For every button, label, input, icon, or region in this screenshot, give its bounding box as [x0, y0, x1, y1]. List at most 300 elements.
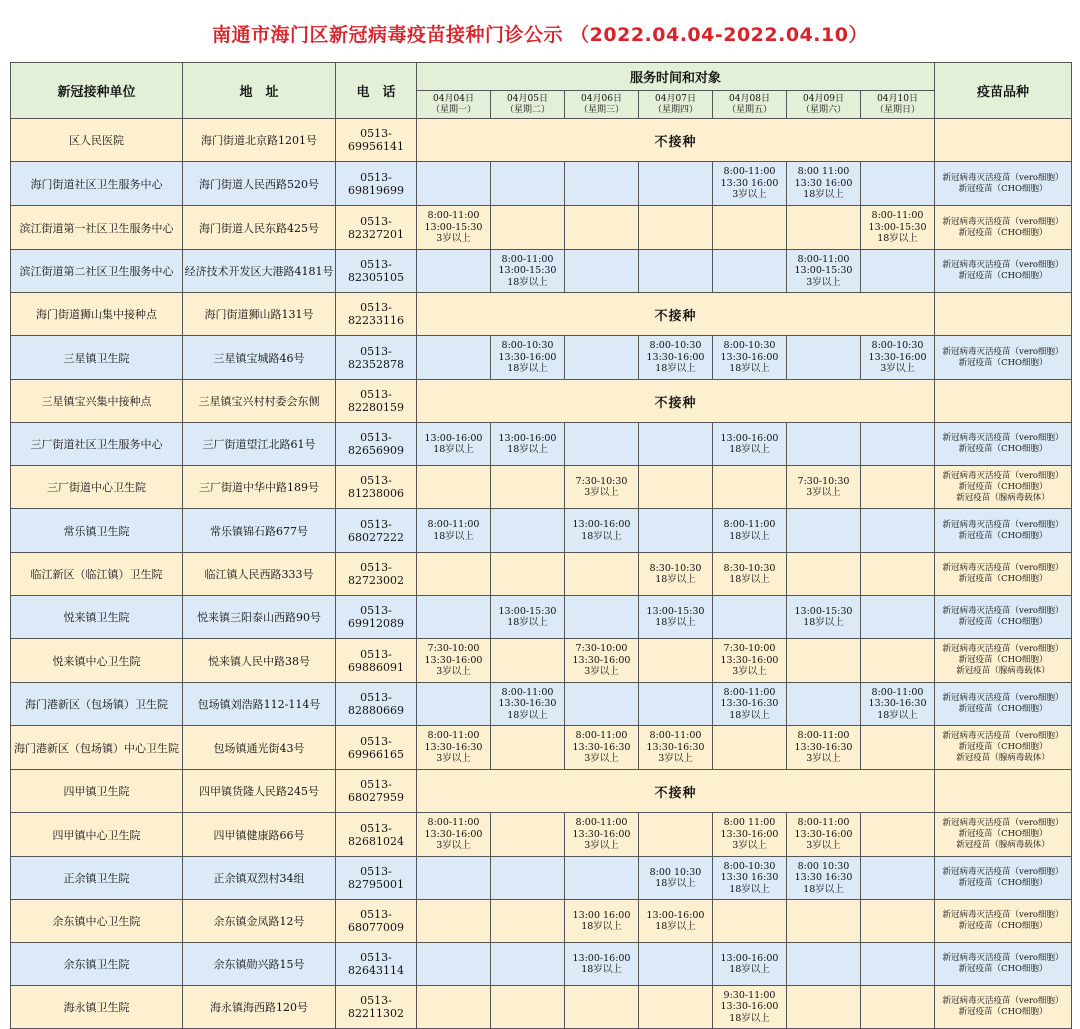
vaccine-type: 新冠病毒灭活疫苗（vero细胞） — [942, 172, 1064, 183]
no-vaccination-label: 不接种 — [417, 770, 935, 813]
table-row — [11, 986, 1072, 1029]
schedule-line: 18岁以上 — [655, 921, 696, 932]
unit-address: 海门街道狮山路131号 — [183, 293, 336, 336]
vaccine-types — [935, 943, 1072, 986]
schedule-cell — [787, 509, 861, 553]
schedule-cell — [787, 943, 861, 986]
schedule-cell — [417, 726, 491, 770]
schedule-cell — [565, 726, 639, 770]
schedule-line: 18岁以上 — [507, 444, 548, 455]
header-day — [861, 91, 935, 119]
table-row — [11, 423, 1072, 466]
schedule-line: 8:00-10:30 — [723, 860, 776, 872]
header-address: 地 址 — [183, 63, 336, 119]
schedule-cell — [417, 162, 491, 206]
header-vaccine: 疫苗品种 — [935, 63, 1072, 119]
unit-phone: 0513-68027959 — [336, 770, 417, 813]
schedule-line: 13:00-15:30 — [794, 265, 853, 277]
header-day-date: 04月06日 — [581, 93, 622, 104]
schedule-cell — [417, 943, 491, 986]
vaccine-type: 新冠疫苗（CHO细胞） — [958, 481, 1048, 492]
vaccine-types — [935, 986, 1072, 1029]
vaccine-types — [935, 293, 1072, 336]
vaccine-types — [935, 466, 1072, 509]
vaccine-type: 新冠病毒灭活疫苗（vero细胞） — [942, 644, 1064, 654]
schedule-line: 18岁以上 — [803, 617, 844, 628]
schedule-cell — [713, 639, 787, 683]
schedule-line: 3岁以上 — [584, 666, 619, 678]
schedule-line: 8:00-11:00 — [723, 519, 776, 530]
schedule-line: 8:00-11:00 — [797, 730, 850, 742]
schedule-cell — [639, 162, 713, 206]
schedule-line: 13:30-16:30 — [424, 741, 483, 753]
no-vaccination-label: 不接种 — [417, 119, 935, 162]
unit-name: 海门街道狮山集中接种点 — [11, 293, 183, 336]
schedule-cell — [491, 596, 565, 639]
schedule-cell — [639, 986, 713, 1029]
schedule-cell — [861, 813, 935, 857]
unit-address: 四甲镇健康路66号 — [183, 813, 336, 857]
schedule-line: 8:30-10:30 — [723, 562, 776, 574]
schedule-line: 18岁以上 — [581, 921, 622, 932]
unit-phone: 0513-81238006 — [336, 466, 417, 509]
unit-phone: 0513-82280159 — [336, 380, 417, 423]
unit-phone: 0513-82352878 — [336, 336, 417, 380]
unit-name: 区人民医院 — [11, 119, 183, 162]
header-day-week: （星期五） — [726, 104, 772, 115]
unit-address: 包场镇通光街43号 — [183, 726, 336, 770]
header-day — [565, 91, 639, 119]
schedule-cell — [787, 813, 861, 857]
schedule-line: 8:00-10:30 — [723, 340, 776, 352]
schedule-cell — [491, 466, 565, 509]
schedule-line: 3岁以上 — [806, 753, 841, 765]
table-row — [11, 336, 1072, 380]
unit-name: 三厂街道社区卫生服务中心 — [11, 423, 183, 466]
unit-name: 四甲镇中心卫生院 — [11, 813, 183, 857]
unit-address: 海门街道人民东路425号 — [183, 206, 336, 250]
schedule-cell — [417, 423, 491, 466]
schedule-line: 8:00-11:00 — [723, 686, 776, 698]
unit-name: 正余镇卫生院 — [11, 857, 183, 900]
vaccine-types — [935, 380, 1072, 423]
schedule-cell — [713, 466, 787, 509]
unit-phone: 0513-82795001 — [336, 857, 417, 900]
schedule-cell — [713, 509, 787, 553]
vaccine-type: 新冠疫苗（CHO细胞） — [958, 878, 1048, 888]
schedule-cell — [713, 986, 787, 1029]
header-day-date: 04月07日 — [655, 93, 696, 104]
schedule-line: 13:00-16:00 — [572, 952, 631, 964]
unit-address: 海门街道人民西路520号 — [183, 162, 336, 206]
unit-name: 常乐镇卫生院 — [11, 509, 183, 553]
vaccine-types — [935, 162, 1072, 206]
unit-address: 悦来镇三阳泰山西路90号 — [183, 596, 336, 639]
schedule-cell — [787, 900, 861, 943]
unit-name: 海门港新区（包场镇）中心卫生院 — [11, 726, 183, 770]
table-row — [11, 466, 1072, 509]
vaccine-type: 新冠疫苗（CHO细胞） — [958, 444, 1048, 454]
vaccine-types — [935, 250, 1072, 293]
schedule-cell — [787, 683, 861, 726]
schedule-cell — [417, 336, 491, 380]
schedule-line: 8:00-11:00 — [427, 519, 480, 530]
unit-phone: 0513-82233116 — [336, 293, 417, 336]
schedule-cell — [861, 423, 935, 466]
schedule-cell — [417, 813, 491, 857]
schedule-cell — [417, 639, 491, 683]
schedule-line: 18岁以上 — [581, 964, 622, 975]
schedule-cell — [565, 553, 639, 596]
schedule-cell — [787, 466, 861, 509]
header-unit: 新冠接种单位 — [11, 63, 183, 119]
schedule-line: 13:00-16:00 — [720, 432, 779, 444]
vaccine-type: 新冠病毒灭活疫苗（vero细胞） — [942, 953, 1064, 963]
schedule-cell — [565, 900, 639, 943]
table-row — [11, 596, 1072, 639]
schedule-cell — [491, 553, 565, 596]
schedule-cell — [787, 639, 861, 683]
schedule-cell — [491, 813, 565, 857]
table-row — [11, 943, 1072, 986]
schedule-cell — [713, 943, 787, 986]
schedule-cell — [639, 466, 713, 509]
schedule-cell — [491, 900, 565, 943]
schedule-line: 8:00 10:30 — [649, 866, 702, 878]
schedule-cell — [861, 553, 935, 596]
unit-phone: 0513-82681024 — [336, 813, 417, 857]
schedule-line: 18岁以上 — [729, 363, 770, 375]
schedule-line: 13:00-15:30 — [498, 265, 557, 277]
unit-phone: 0513-82305105 — [336, 250, 417, 293]
table-row — [11, 900, 1072, 943]
schedule-line: 13:30-16:00 — [424, 654, 483, 666]
table-row — [11, 206, 1072, 250]
schedule-line: 13:00-15:30 — [868, 221, 927, 233]
schedule-cell — [787, 553, 861, 596]
schedule-line: 18岁以上 — [729, 444, 770, 455]
schedule-line: 8:00-11:00 — [797, 253, 850, 265]
unit-name: 海门街道社区卫生服务中心 — [11, 162, 183, 206]
vaccine-type: 新冠疫苗（CHO细胞） — [958, 829, 1048, 839]
vaccine-type: 新冠疫苗（腺病毒载体） — [956, 840, 1050, 850]
schedule-line: 3岁以上 — [584, 840, 619, 852]
header-day-date: 04月05日 — [507, 93, 548, 104]
header-day-week: （星期三） — [578, 104, 624, 115]
schedule-line: 8:00-11:00 — [501, 686, 554, 698]
vaccine-types — [935, 336, 1072, 380]
schedule-line: 8:00-10:30 — [501, 340, 554, 352]
vaccine-type: 新冠疫苗（CHO细胞） — [958, 655, 1048, 665]
schedule-line: 13:30-16:00 — [424, 828, 483, 840]
schedule-line: 3岁以上 — [436, 753, 471, 765]
unit-phone: 0513-82656909 — [336, 423, 417, 466]
table-row — [11, 162, 1072, 206]
table-row — [11, 770, 1072, 813]
schedule-cell — [713, 726, 787, 770]
schedule-line: 18岁以上 — [655, 878, 696, 889]
schedule-line: 13:30 16:30 — [794, 872, 853, 884]
unit-address: 余东镇勋兴路15号 — [183, 943, 336, 986]
vaccine-type: 新冠疫苗（腺病毒载体） — [956, 666, 1050, 676]
header-day-week: （星期日） — [875, 104, 921, 115]
schedule-cell — [861, 466, 935, 509]
unit-name: 滨江街道第一社区卫生服务中心 — [11, 206, 183, 250]
unit-name: 余东镇卫生院 — [11, 943, 183, 986]
schedule-cell — [787, 206, 861, 250]
schedule-line: 13:30-16:30 — [794, 741, 853, 753]
schedule-line: 13:30-16:00 — [720, 654, 779, 666]
schedule-cell — [787, 986, 861, 1029]
vaccine-type: 新冠病毒灭活疫苗（vero细胞） — [942, 216, 1064, 227]
schedule-line: 18岁以上 — [729, 964, 770, 975]
schedule-line: 3岁以上 — [732, 189, 767, 201]
table-row — [11, 380, 1072, 423]
schedule-line: 13:30-16:00 — [572, 654, 631, 666]
schedule-cell — [491, 683, 565, 726]
schedule-cell — [491, 423, 565, 466]
schedule-line: 8:00-11:00 — [427, 817, 480, 829]
unit-phone: 0513-82723002 — [336, 553, 417, 596]
schedule-cell — [787, 726, 861, 770]
unit-address: 海门街道北京路1201号 — [183, 119, 336, 162]
header-day-week: （星期六） — [800, 104, 846, 115]
unit-phone: 0513-82643114 — [336, 943, 417, 986]
schedule-line: 13:00-16:00 — [720, 952, 779, 964]
unit-address: 三星镇宝兴村村委会东侧 — [183, 380, 336, 423]
vaccine-type: 新冠病毒灭活疫苗（vero细胞） — [942, 260, 1064, 270]
schedule-cell — [491, 639, 565, 683]
schedule-line: 13:30-16:30 — [646, 741, 705, 753]
unit-address: 余东镇金凤路12号 — [183, 900, 336, 943]
schedule-cell — [861, 726, 935, 770]
schedule-cell — [713, 857, 787, 900]
schedule-line: 18岁以上 — [507, 709, 548, 721]
schedule-line: 8:00-10:30 — [871, 340, 924, 352]
unit-phone: 0513-69886091 — [336, 639, 417, 683]
no-vaccination-label: 不接种 — [417, 380, 935, 423]
schedule-cell — [491, 250, 565, 293]
schedule-cell — [491, 943, 565, 986]
unit-address: 三星镇宝城路46号 — [183, 336, 336, 380]
schedule-cell — [861, 857, 935, 900]
vaccine-types — [935, 639, 1072, 683]
schedule-cell — [861, 336, 935, 380]
schedule-cell — [713, 336, 787, 380]
vaccine-types — [935, 857, 1072, 900]
schedule-cell — [565, 509, 639, 553]
vaccine-type: 新冠病毒灭活疫苗（vero细胞） — [942, 867, 1064, 877]
unit-name: 余东镇中心卫生院 — [11, 900, 183, 943]
vaccine-types — [935, 596, 1072, 639]
schedule-line: 18岁以上 — [729, 883, 770, 895]
schedule-cell — [713, 596, 787, 639]
schedule-line: 7:30-10:00 — [723, 643, 776, 655]
schedule-line: 13:00-15:30 — [794, 605, 853, 617]
vaccine-type: 新冠病毒灭活疫苗（vero细胞） — [942, 818, 1064, 828]
schedule-cell — [417, 553, 491, 596]
schedule-cell — [713, 423, 787, 466]
schedule-line: 18岁以上 — [729, 574, 770, 585]
header-day — [639, 91, 713, 119]
schedule-line: 13:00 16:00 — [572, 909, 631, 921]
vaccine-type: 新冠疫苗（CHO细胞） — [958, 617, 1048, 627]
header-day-week: （星期四） — [652, 104, 698, 115]
schedule-line: 13:00-15:30 — [424, 221, 483, 233]
vaccine-type: 新冠病毒灭活疫苗（vero细胞） — [942, 346, 1064, 357]
schedule-cell — [565, 683, 639, 726]
schedule-cell — [713, 683, 787, 726]
schedule-cell — [417, 683, 491, 726]
page-title: 南通市海门区新冠病毒疫苗接种门诊公示 （2022.04.04-2022.04.10） — [212, 24, 868, 46]
unit-phone: 0513-69966165 — [336, 726, 417, 770]
schedule-cell — [861, 509, 935, 553]
schedule-line: 18岁以上 — [655, 363, 696, 375]
no-vaccination-label: 不接种 — [417, 293, 935, 336]
unit-address: 四甲镇货隆人民路245号 — [183, 770, 336, 813]
schedule-cell — [861, 250, 935, 293]
schedule-line: 8:00-11:00 — [797, 817, 850, 829]
header-day-date: 04月04日 — [433, 93, 474, 104]
unit-address: 包场镇刘浩路112-114号 — [183, 683, 336, 726]
schedule-line: 8:00-11:00 — [871, 210, 924, 222]
schedule-cell — [565, 943, 639, 986]
schedule-line: 13:30-16:00 — [868, 351, 927, 363]
schedule-cell — [787, 162, 861, 206]
vaccine-types — [935, 509, 1072, 553]
vaccine-type: 新冠疫苗（CHO细胞） — [958, 742, 1048, 752]
vaccine-type: 新冠疫苗（CHO细胞） — [958, 357, 1048, 368]
vaccine-type: 新冠疫苗（CHO细胞） — [958, 921, 1048, 931]
schedule-line: 13:00-16:00 — [646, 909, 705, 921]
unit-name: 悦来镇中心卫生院 — [11, 639, 183, 683]
schedule-line: 18岁以上 — [655, 617, 696, 628]
schedule-line: 18岁以上 — [877, 233, 918, 245]
vaccine-types — [935, 423, 1072, 466]
schedule-cell — [639, 509, 713, 553]
schedule-line: 3岁以上 — [436, 840, 471, 852]
schedule-cell — [861, 943, 935, 986]
header-day-week: （星期二） — [504, 104, 550, 115]
table-row — [11, 119, 1072, 162]
table-row — [11, 509, 1072, 553]
schedule-line: 3岁以上 — [806, 276, 841, 288]
schedule-cell — [565, 466, 639, 509]
vaccine-type: 新冠疫苗（腺病毒载体） — [956, 492, 1050, 503]
schedule-cell — [565, 986, 639, 1029]
schedule-cell — [639, 943, 713, 986]
schedule-cell — [491, 857, 565, 900]
schedule-line: 13:00-16:00 — [498, 432, 557, 444]
header-day — [417, 91, 491, 119]
header-day — [713, 91, 787, 119]
vaccine-types — [935, 119, 1072, 162]
unit-name: 三星镇宝兴集中接种点 — [11, 380, 183, 423]
schedule-cell — [565, 813, 639, 857]
schedule-line: 13:30 16:30 — [720, 872, 779, 884]
vaccine-types — [935, 726, 1072, 770]
schedule-line: 13:00-16:00 — [424, 432, 483, 444]
schedule-line: 8:00 11:00 — [723, 817, 776, 829]
schedule-cell — [787, 250, 861, 293]
schedule-line: 3岁以上 — [880, 363, 915, 375]
schedule-cell — [713, 206, 787, 250]
header-day-week: （星期一） — [430, 104, 476, 115]
schedule-line: 7:30-10:00 — [427, 643, 480, 655]
schedule-line: 18岁以上 — [729, 530, 770, 542]
vaccine-type: 新冠疫苗（CHO细胞） — [958, 183, 1048, 194]
schedule-cell — [565, 857, 639, 900]
schedule-line: 3岁以上 — [732, 666, 767, 678]
vaccine-type: 新冠疫苗（CHO细胞） — [958, 704, 1048, 714]
schedule-line: 18岁以上 — [729, 709, 770, 721]
schedule-cell — [713, 900, 787, 943]
schedule-cell — [713, 162, 787, 206]
schedule-cell — [639, 726, 713, 770]
schedule-cell — [491, 986, 565, 1029]
schedule-line: 8:00-11:00 — [427, 730, 480, 742]
schedule-line: 13:30-16:00 — [498, 351, 557, 363]
schedule-line: 9:30-11:00 — [723, 989, 776, 1001]
vaccine-type: 新冠疫苗（CHO细胞） — [958, 574, 1048, 584]
schedule-cell — [713, 813, 787, 857]
schedule-cell — [713, 250, 787, 293]
schedule-cell — [639, 683, 713, 726]
schedule-line: 18岁以上 — [507, 617, 548, 628]
schedule-line: 13:30-16:00 — [720, 828, 779, 840]
schedule-line: 3岁以上 — [806, 840, 841, 852]
unit-name: 三厂街道中心卫生院 — [11, 466, 183, 509]
vaccine-type: 新冠病毒灭活疫苗（vero细胞） — [942, 563, 1064, 573]
unit-phone: 0513-68027222 — [336, 509, 417, 553]
schedule-line: 13:30-16:30 — [572, 741, 631, 753]
schedule-line: 8:00 11:00 — [797, 166, 850, 178]
schedule-line: 18岁以上 — [803, 883, 844, 895]
schedule-cell — [491, 726, 565, 770]
vaccine-type: 新冠病毒灭活疫苗（vero细胞） — [942, 996, 1064, 1006]
table-row — [11, 813, 1072, 857]
header-day-date: 04月09日 — [803, 93, 844, 104]
schedule-line: 8:00-11:00 — [501, 253, 554, 265]
table-row — [11, 857, 1072, 900]
unit-address: 常乐镇锦石路677号 — [183, 509, 336, 553]
vaccine-type: 新冠病毒灭活疫苗（vero细胞） — [942, 606, 1064, 616]
schedule-line: 3岁以上 — [658, 753, 693, 765]
unit-address: 三厂街道中华中路189号 — [183, 466, 336, 509]
vaccine-type: 新冠疫苗（CHO细胞） — [958, 271, 1048, 281]
schedule-line: 18岁以上 — [433, 530, 474, 542]
schedule-cell — [565, 206, 639, 250]
vaccine-type: 新冠疫苗（CHO细胞） — [958, 227, 1048, 238]
vaccine-type: 新冠病毒灭活疫苗（vero细胞） — [942, 519, 1064, 530]
schedule-line: 7:30-10:30 — [797, 475, 850, 487]
schedule-cell — [417, 206, 491, 250]
schedule-cell — [639, 639, 713, 683]
vaccine-type: 新冠病毒灭活疫苗（vero细胞） — [942, 910, 1064, 920]
schedule-line: 8:00 10:30 — [797, 860, 850, 872]
schedule-line: 13:00-16:00 — [572, 519, 631, 530]
schedule-line: 8:00-11:00 — [575, 817, 628, 829]
unit-name: 海永镇卫生院 — [11, 986, 183, 1029]
schedule-line: 8:00-11:00 — [871, 686, 924, 698]
schedule-line: 3岁以上 — [436, 666, 471, 678]
schedule-line: 13:30-16:00 — [720, 351, 779, 363]
schedule-line: 8:00-11:00 — [723, 166, 776, 178]
table-row — [11, 683, 1072, 726]
schedule-line: 18岁以上 — [507, 276, 548, 288]
schedule-cell — [639, 206, 713, 250]
schedule-cell — [565, 162, 639, 206]
